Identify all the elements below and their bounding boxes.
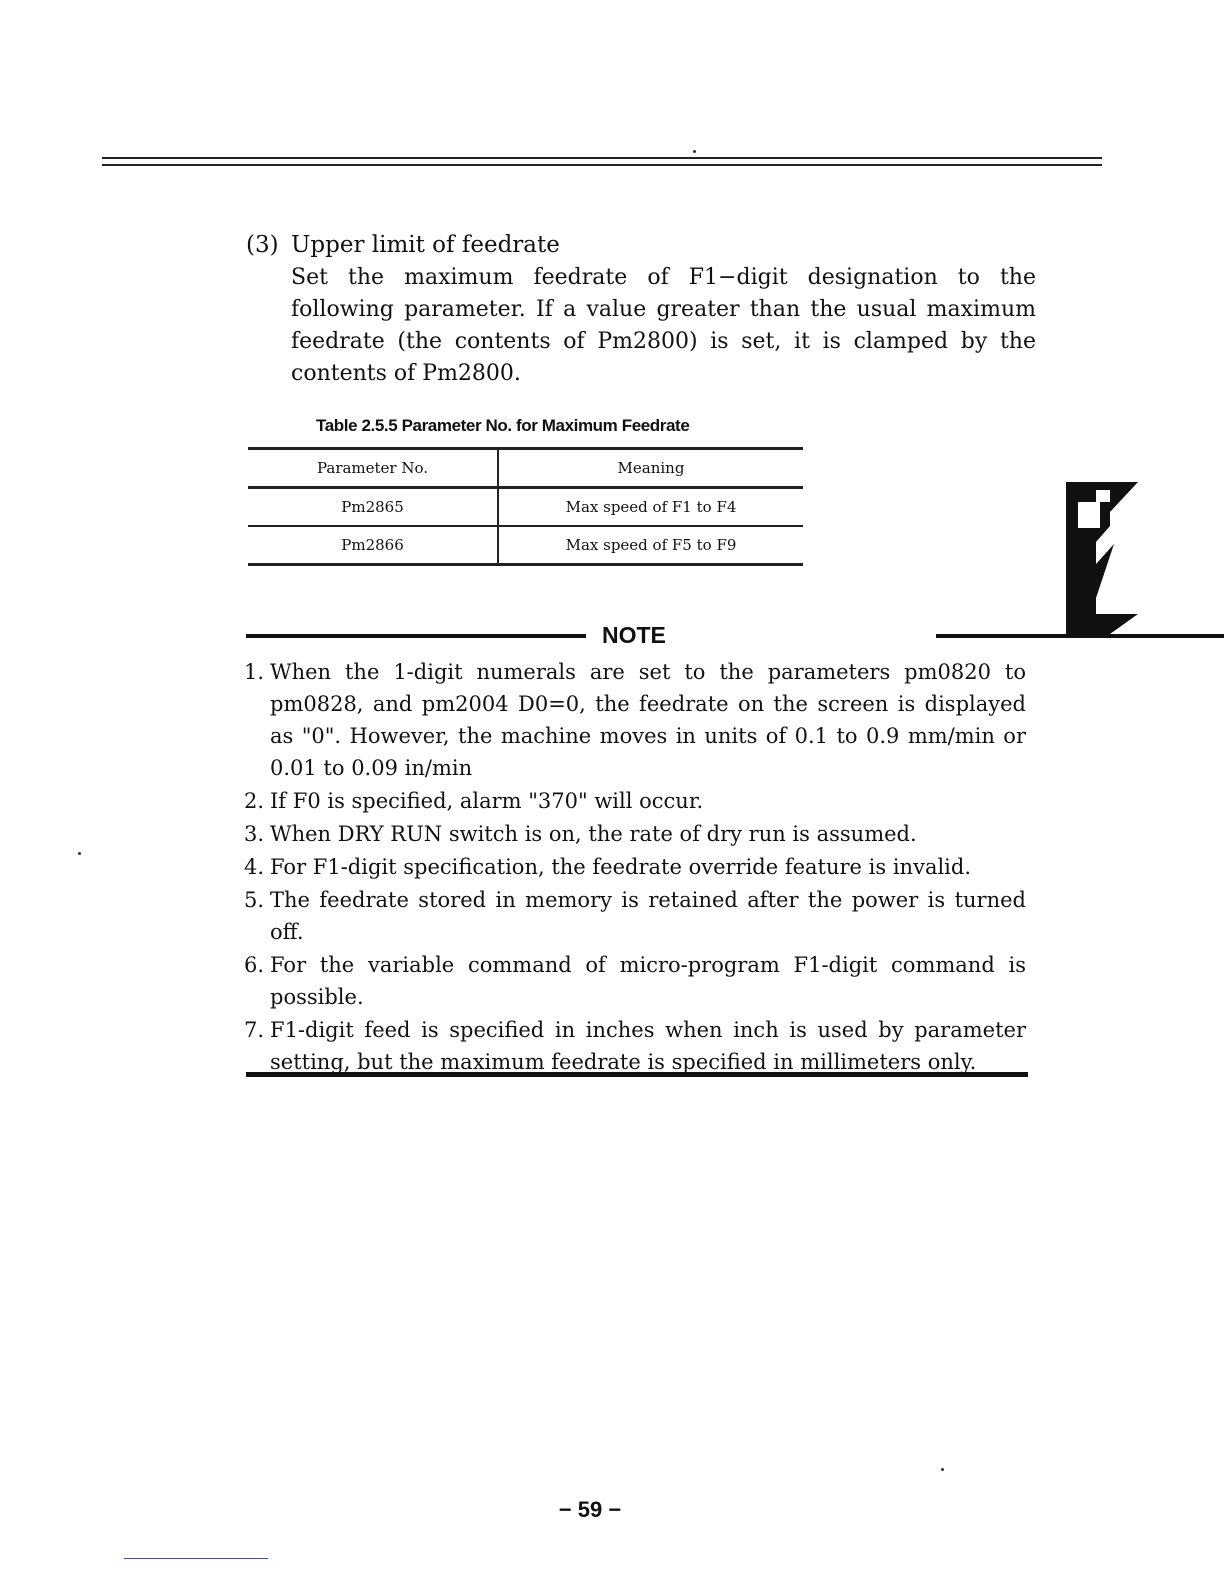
- note-text: When DRY RUN switch is on, the rate of dry run is assumed.: [270, 822, 917, 846]
- list-item: [244, 785, 1026, 817]
- table-caption: Table 2.5.5 Parameter No. for Maximum Feedrate: [316, 416, 690, 435]
- note-number: 2.: [244, 789, 265, 813]
- top-double-rule: [102, 157, 1102, 169]
- note-text: F1-digit feed is specified in inches when inch is used by parameter setting, but the maximum feedrate is specified in millimeters only.: [270, 1018, 1026, 1074]
- table-row: [248, 488, 803, 527]
- note-list: [244, 656, 1026, 1079]
- list-item: [244, 1014, 1026, 1078]
- chapter-tab-icon: [1066, 482, 1138, 634]
- note-number: 3.: [244, 822, 265, 846]
- section-body: Set the maximum feedrate of F1−digit designation to the following parameter. If a value greater than the usual maximum feedrate (the contents of Pm2800) is set, it is clamped by the contents of Pm2800.: [291, 265, 1036, 386]
- parameter-cell: Pm2865: [248, 488, 498, 527]
- note-text: For F1-digit specification, the feedrate override feature is invalid.: [270, 855, 972, 879]
- meaning-cell: Max speed of F5 to F9: [565, 536, 737, 554]
- footer-rule: [124, 1558, 268, 1559]
- list-item: [244, 949, 1026, 1013]
- note-number: 7.: [244, 1018, 265, 1042]
- note-title: NOTE: [602, 622, 666, 648]
- note-text: For the variable command of micro-program F1-digit command is possible.: [270, 953, 1026, 1009]
- note-number: 6.: [244, 953, 265, 977]
- note-bottom-rule: [246, 1072, 1028, 1077]
- note-text: When the 1-digit numerals are set to the parameters pm0820 to pm0828, and pm2004 D0=0, the feedrate on the screen is displayed as "0". However, the machine moves in units of 0.1 to 0.9 mm/min or 0.01 to 0.09 in/min: [270, 660, 1026, 780]
- list-item: [244, 884, 1026, 948]
- scan-speck: [693, 150, 696, 153]
- list-item: [244, 656, 1026, 784]
- list-item: [244, 818, 1026, 850]
- parameter-table: [248, 447, 803, 566]
- meaning-cell: Max speed of F1 to F4: [565, 498, 737, 516]
- note-number: 4.: [244, 855, 265, 879]
- list-item: [244, 851, 1026, 883]
- table-row: [248, 526, 803, 565]
- page-number: − 59 −: [558, 1497, 622, 1522]
- scan-speck: [78, 852, 81, 855]
- note-header: [246, 620, 1028, 650]
- section-number: (3): [246, 232, 279, 258]
- note-number: 5.: [244, 888, 265, 912]
- scan-speck: [941, 1468, 944, 1471]
- note-number: 1.: [244, 660, 265, 684]
- note-text: The feedrate stored in memory is retained after the power is turned off.: [270, 888, 1026, 944]
- section-heading: Upper limit of feedrate: [291, 232, 560, 258]
- table-header-row: [248, 449, 803, 488]
- header-meaning: Meaning: [617, 459, 685, 477]
- parameter-cell: Pm2866: [248, 526, 498, 565]
- note-text: If F0 is specified, alarm "370" will occur.: [270, 789, 704, 813]
- header-parameter-no: Parameter No.: [248, 449, 498, 488]
